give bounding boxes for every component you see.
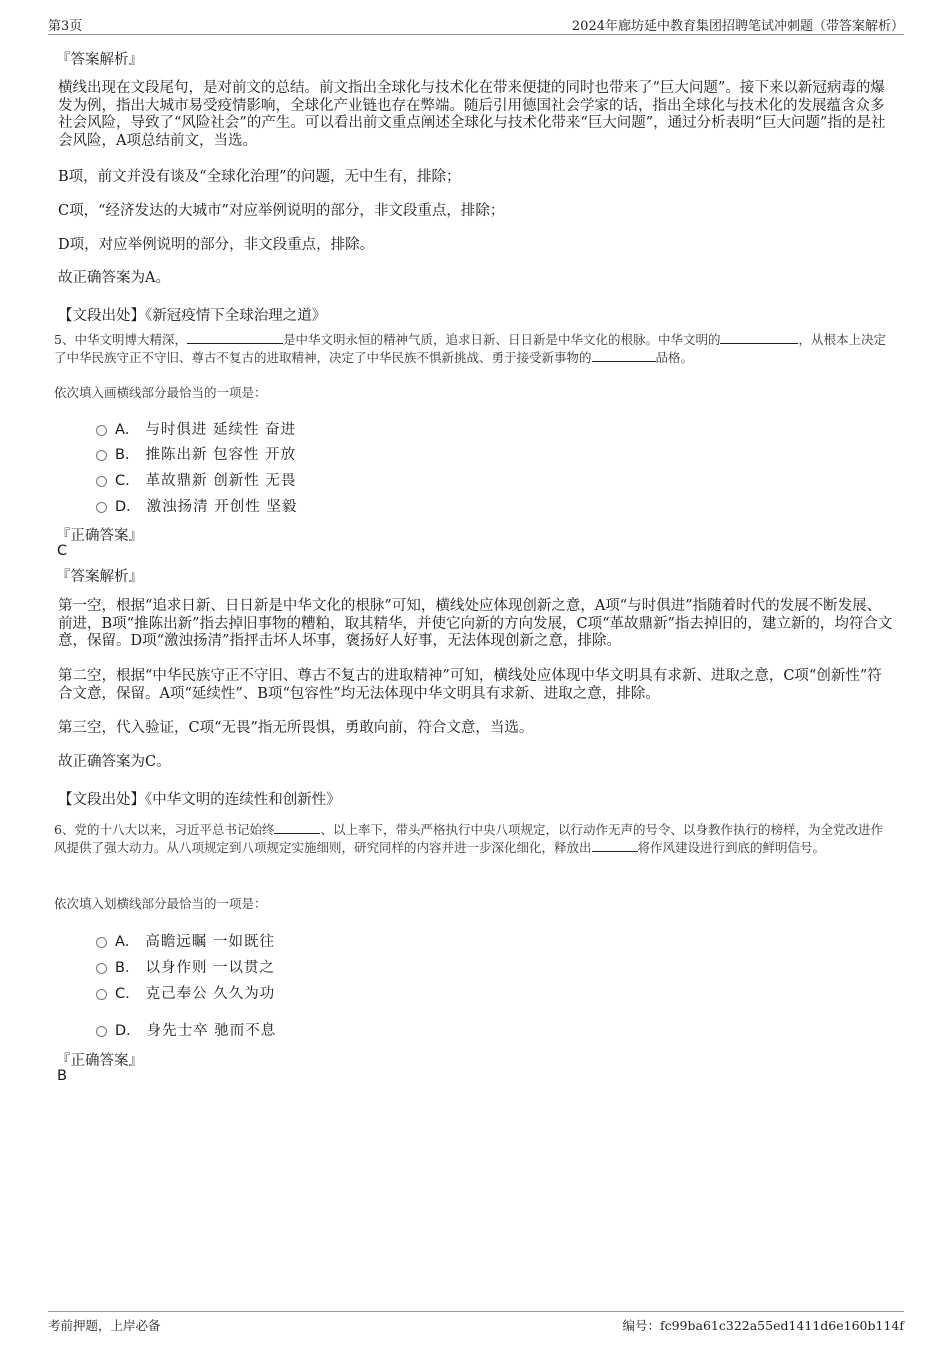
radio-icon[interactable] [96,1026,107,1037]
blank-line [592,349,656,362]
question-5-stem: 5、中华文明博大精深， 是中华文明永恒的精神气质，追求日新、日日新是中华文化的根脉。中华文明的 ，从根本上决定了中华民族守正不守旧、尊古不复古的进取精神，决定了中华民族不惧新挑战、勇于接受新事物的 品格。 [54,332,886,365]
analysis-paragraph: 第二空，根据“中华民族守正不守旧、尊古不复古的进取精神”可知，横线处应体现中华文明具有求新、进取之意，C项“创新性”符合文意，保留。A项“延续性”、B项“包容性”均无法体现中华文明具有求新、进取之意，排除。 [58,668,882,702]
radio-icon[interactable] [96,476,107,487]
analysis-label: 『答案解析』 [56,569,143,585]
radio-icon[interactable] [96,425,107,436]
option-a[interactable]: A． 与时俱进 延续性 奋进 [96,418,296,438]
blank-line [274,821,320,834]
analysis-paragraph: 第一空，根据“追求日新、日日新是中华文化的根脉”可知，横线处应体现创新之意，A项“与时俱进”指随着时代的发展不断发展、前进，B项“推陈出新”指去掉旧事物的糟粕，取其精华，并使它向新的方向发展，C项“革故鼎新”指去掉旧的，建立新的，均符合文意，保留。D项“激浊扬清”指抨击坏人坏事，褒扬好人好事，无法体现创新之意，排除。 [58,598,893,649]
question-6-stem: 6、党的十八大以来，习近平总书记始终 、以上率下，带头严格执行中央八项规定，以行动作无声的号令、以身教作执行的榜样，为全党改进作风提供了强大动力。从八项规定到八项规定实施细则，研究同样的内容并进一步深化细化，释放出 将作风建设进行到底的鲜明信号。 [54,822,883,855]
question-5-prompt: 依次填入画横线部分最恰当的一项是： [54,385,267,400]
document-id: 编号：fc99ba61c322a55ed1411d6e160b114f [622,1318,904,1333]
radio-icon[interactable] [96,502,107,513]
blank-line [592,839,638,852]
option-d[interactable]: D． 身先士卒 驰而不息 [96,1019,276,1039]
radio-icon[interactable] [96,937,107,948]
radio-icon[interactable] [96,963,107,974]
correct-answer-value: C [57,543,68,559]
question-6-prompt: 依次填入划横线部分最恰当的一项是： [54,896,267,911]
page-footer [48,1311,904,1336]
option-c[interactable]: C． 克己奉公 久久为功 [96,982,275,1002]
option-c[interactable]: C． 革故鼎新 创新性 无畏 [96,469,296,489]
analysis-conclusion: 故正确答案为C。 [58,754,171,770]
page-header [48,14,904,35]
analysis-paragraph: D项，对应举例说明的部分，非文段重点，排除。 [58,237,375,253]
footer-slogan: 考前押题，上岸必备 [48,1318,161,1333]
analysis-paragraph: C项，“经济发达的大城市”对应举例说明的部分，非文段重点，排除； [58,203,505,219]
blank-line [187,331,283,344]
analysis-paragraph: 横线出现在文段尾句，是对前文的总结。前文指出全球化与技术化在带来便捷的同时也带来了“巨大问题”。接下来以新冠病毒的爆发为例，指出大城市易受疫情影响，全球化产业链也存在弊端。随后引用德国社会学家的话，指出全球化与技术化的发展蕴含众多社会风险，导致了“风险社会”的产生。可以看出前文重点阐述全球化与技术化带来“巨大问题”，通过分析表明“巨大问题”指的是社会风险，A项总结前文，当选。 [58,80,886,149]
option-a[interactable]: A． 高瞻远瞩 一如既往 [96,930,275,950]
analysis-paragraph: 第三空，代入验证，C项“无畏”指无所畏惧，勇敢向前，符合文意，当选。 [58,720,534,736]
option-b[interactable]: B． 以身作则 一以贯之 [96,956,275,976]
blank-line [720,331,798,344]
analysis-paragraph: B项，前文并没有谈及“全球化治理”的问题，无中生有，排除； [58,169,461,185]
correct-answer-label: 『正确答案』 [56,528,143,544]
page-number: 第3页 [48,19,83,34]
option-d[interactable]: D． 激浊扬清 开创性 坚毅 [96,495,297,515]
analysis-label: 『答案解析』 [56,52,143,68]
radio-icon[interactable] [96,450,107,461]
correct-answer-label: 『正确答案』 [56,1053,143,1069]
correct-answer-value: B [57,1068,67,1084]
text-source: 【文段出处】《中华文明的连续性和创新性》 [58,792,341,808]
text-source: 【文段出处】《新冠疫情下全球治理之道》 [58,308,327,324]
radio-icon[interactable] [96,989,107,1000]
analysis-conclusion: 故正确答案为A。 [58,270,170,286]
document-title: 2024年廊坊延中教育集团招聘笔试冲刺题（带答案解析） [571,19,904,34]
option-b[interactable]: B． 推陈出新 包容性 开放 [96,443,296,463]
